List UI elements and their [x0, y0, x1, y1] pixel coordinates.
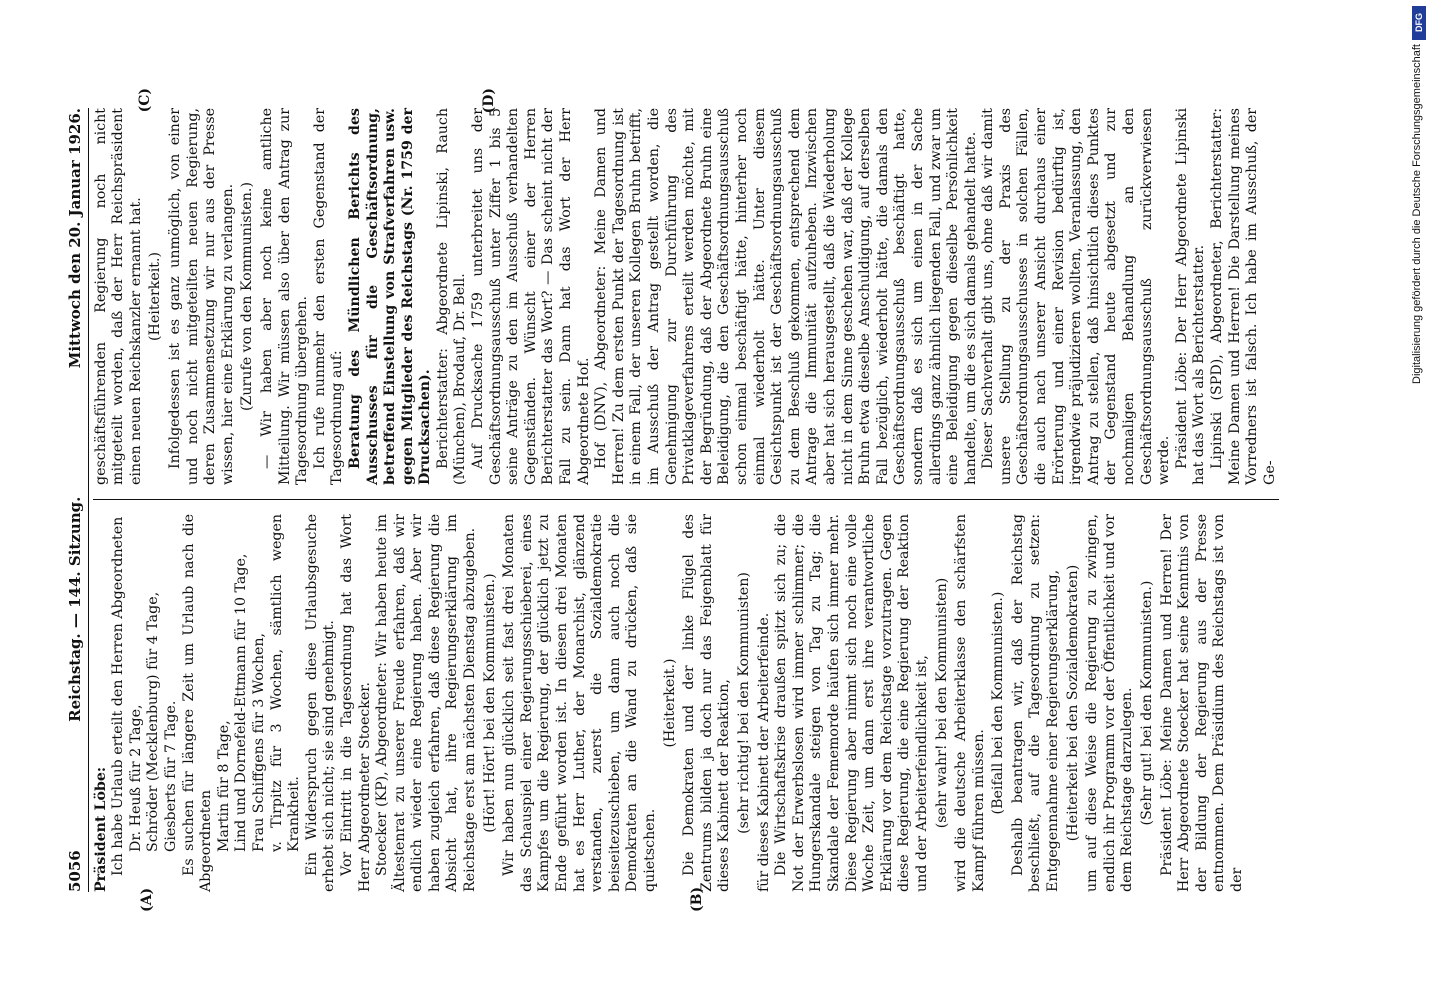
interjection: (Heiterkeit bei den Sozialdemokraten)	[1064, 564, 1081, 842]
paragraph: Auf Drucksache 1759 unterbreitet uns der Geschäftsordnungsausschuß unter Ziffer 1 bis 5 seine Anträge zu den im Ausschuß verhandelten Gegenständen. Wünscht einer der Herren Berichterstatter das Wort? — Das scheint nicht der Fall zu sein. Dann hat das Wort der Herr Abgeordnete Hof.	[470, 108, 592, 485]
list-item: Dr. Heuß für 2 Tage,	[127, 704, 144, 852]
interjection: (Beifall bei den Kommunisten.)	[990, 591, 1007, 815]
list-item: Giesberts für 7 Tage.	[162, 700, 179, 852]
margin-marker-d: (D)	[480, 88, 497, 114]
paragraph: geschäftsführenden Regierung noch nicht mitgeteilt worden, daß der Herr Reichspräsident einen neuen Reichskanzler ernannt hat.	[92, 108, 144, 485]
speech-paragraph: Lipinski (SPD), Abgeordneter, Berichterstatter: Meine Damen und Herren! Die Darstellung meines Vorredners ist falsch. Ich habe im Ausschuß, der Ge-	[1209, 108, 1278, 485]
list-item: v. Tirpitz für 3 Wochen, sämtlich wegen Krankheit.	[268, 514, 303, 852]
list-item: Schröder (Mecklenburg) für 4 Tage,	[145, 591, 162, 852]
paragraph: Wir haben nun glücklich seit fast drei Monaten das Schauspiel einer Regierungsschieberei, eines Kampfes um die Regierung, der glücklich jetzt zu Ende geführt worden ist. In diesen drei Monaten hat es Herr Luther, der Monarchist, glänzend verstanden, zuerst die Sozialdemokratie beiseitezuschieben, um dann auch noch die Demokraten an die Wand zu drücken, daß sie quietschen.	[501, 514, 658, 892]
paragraph: Deshalb beantragen wir, daß der Reichstag beschließt, auf die Tagesordnung zu setzen: Entgegennahme einer Regierungserklärung,	[1009, 514, 1062, 892]
speech-paragraph: Stoecker (KP), Abgeordneter: Wir haben heute im Ältestenrat zu unserer Freude erfahren, daß wir endlich wieder eine Regierung haben. Aber wir haben zugleich erfahren, daß diese Regierung die Absicht hat, ihre Regierungserklärung im Reichstage erst am nächsten Dienstag abzugeben.	[374, 514, 479, 892]
paragraph: — Wir haben aber noch keine amtliche Mitteilung. Wir müssen also über den Antrag zur Tagesordnung übergehen.	[258, 108, 311, 485]
colophon-text: Digitalisierung gefördert durch die Deutsche Forschungsgemeinschaft	[1411, 44, 1423, 384]
paragraph: Vor Eintritt in die Tagesordnung hat das Wort Herr Abgeordneter Stoecker.	[338, 514, 373, 892]
paragraph: Ich habe Urlaub erteilt den Herren Abgeordneten	[110, 516, 127, 876]
paragraph: Dieser Sachverhalt gibt uns, ohne daß wir damit unsere Stellung zu der Praxis des Geschäftsordnungsausschusses in solchen Fällen, die auch nach unserer Ansicht durchaus einer Erörterung und einer Revision bedürftig ist, irgendwie präjudizieren wollten, Veranlassung, den Antrag zu stellen, daß hinsichtlich dieses Punktes der Gegenstand heute abgesetzt und zur nochmaligen Behandlung an den Geschäftsordnungsausschuß zurückverwiesen werde.	[980, 108, 1173, 485]
digitization-colophon	[1408, 6, 1430, 996]
paragraph: um auf diese Weise die Regierung zu zwingen, endlich ihr Programm vor der Öffentlichkeit und vor dem Reichstage darzulegen.	[1084, 514, 1136, 892]
interjection: (Sehr gut! bei den Kommunisten.)	[1139, 580, 1156, 826]
text-columns	[92, 88, 1280, 912]
paragraph: Infolgedessen ist es ganz unmöglich, von einer und noch nicht mitgeteilten neuen Regierung, deren Zusammensetzung wir nur aus der Presse wissen, hier eine Erklärung zu verlangen.	[166, 108, 236, 485]
right-column	[93, 108, 1280, 500]
interjection: (Heiterkeit.)	[147, 252, 164, 341]
interjection: (sehr wahr! bei den Kommunisten)	[933, 577, 950, 829]
paragraph: wird die deutsche Arbeiterklasse den schärfsten Kampf führen müssen.	[953, 514, 987, 892]
interjection: (Zurufe von den Kommunisten.)	[239, 182, 256, 411]
page-header	[67, 108, 89, 892]
list-item: Martin für 8 Tage,	[215, 720, 232, 852]
paragraph: Die Demokraten und der linke Flügel des Zentrums bilden ja doch nur das Feigenblatt für dieses Kabinett der Reaktion,	[681, 514, 733, 892]
agenda-item: Beratung des Mündlichen Berichts des Ausschusses für die Geschäftsordnung, betreffend Einstellung von Strafverfahren usw. gegen Mitglieder des Reichstags (Nr. 1759 der Drucksachen).	[346, 108, 434, 485]
paragraph: für dieses Kabinett der Arbeiterfeinde.	[755, 612, 772, 892]
margin-marker-c: (C)	[136, 88, 153, 113]
margin-marker-b: (B)	[688, 886, 705, 912]
paragraph: Ich rufe nunmehr den ersten Gegenstand der Tagesordnung auf:	[311, 108, 346, 485]
margin-marker-a: (A)	[138, 887, 155, 912]
session-title: Reichstag. — 144. Sitzung.	[66, 496, 84, 722]
speech-paragraph: Hof (DNV), Abgeordneter: Meine Damen und Herren! Zu dem ersten Punkt der Tagesordnung ist in einem Fall, der unseren Kollegen Bruhn betrifft, im Ausschuß der Antrag gestellt worden, die Genehmigung zur Durchführung des Privatklageverfahrens erteilt werden möchte, mit der Begründung, daß der Abgeordnete Bruhn eine Beleidigung, die den Geschäftsordnungsausschuß schon einmal beschäftigt hätte, hinterher noch einmal wiederholt hätte. Unter diesem Gesichtspunkt ist der Geschäftsordnungsausschuß zu dem Beschluß gekommen, entsprechend dem Antrage die Immunität aufzuheben. Inzwischen aber hat sich herausgestellt, daß die Wiederholung nicht in dem Sinne geschehen war, daß der Kollege Bruhn etwa dieselbe Anschuldigung, auf derselben Fall bezüglich, wiederholt hätte, die damals den Geschäftsordnungsausschuß beschäftigt hatte, sondern daß es sich um einen in der Sache allerdings ganz ähnlich liegenden Fall, und zwar um eine Beleidigung gegen dieselbe Persönlichkeit handelte, um die es sich damals gehandelt hatte.	[593, 108, 979, 485]
interjection: (Heiterkeit.)	[661, 658, 678, 748]
left-column	[93, 500, 1280, 892]
dfg-logo: DFG	[1412, 6, 1426, 40]
paragraph: Ein Widerspruch gegen diese Urlaubsgesuche erhebt sich nicht; sie sind genehmigt.	[303, 514, 338, 892]
list-item: Frau Schiffgens für 3 Wochen,	[250, 632, 267, 852]
list-item: Lind und Dornefeld-Ettmann für 10 Tage,	[233, 553, 250, 852]
page-number: 5056	[66, 850, 84, 892]
paragraph: Es suchen für längere Zeit um Urlaub nach die Abgeordneten	[180, 514, 215, 892]
session-date: Mittwoch den 20. Januar 1926.	[66, 108, 84, 369]
interjection: (sehr richtig! bei den Kommunisten)	[735, 572, 752, 834]
speech-paragraph: Präsident Löbe: Meine Damen und Herren! Der Herr Abgeordnete Stoecker hat seine Kenntnis von der Bildung der Regierung aus der Presse entnommen. Dem Präsidium des Reichstags ist von der	[1158, 514, 1245, 892]
paragraph: Die Wirtschaftskrise draußen spitzt sich zu; die Not der Erwerbslosen wird immer schlimmer; die Hungerskandale steigen von Tag zu Tag; die Skandale der Fememorde häufen sich immer mehr. Diese Regierung aber nimmt sich noch eine volle Woche Zeit, um dann erst ihre verantwortliche Erklärung vor dem Reichstage vorzutragen. Gegen diese Regierung, die eine Regierung der Reaktion und der Arbeiterfeindlichkeit ist,	[773, 514, 930, 892]
speaker-heading: Präsident Löbe:	[92, 766, 109, 892]
document-page	[67, 90, 1347, 910]
interjection: (Hört! Hört! bei den Kommunisten.)	[481, 573, 498, 833]
paragraph: Berichterstatter: Abgeordnete Lipinski, Rauch (München), Brodauf, Dr. Bell.	[434, 108, 469, 485]
speech-paragraph: Präsident Löbe: Der Herr Abgeordnete Lipinski hat das Wort als Berichterstatter.	[1173, 108, 1208, 485]
